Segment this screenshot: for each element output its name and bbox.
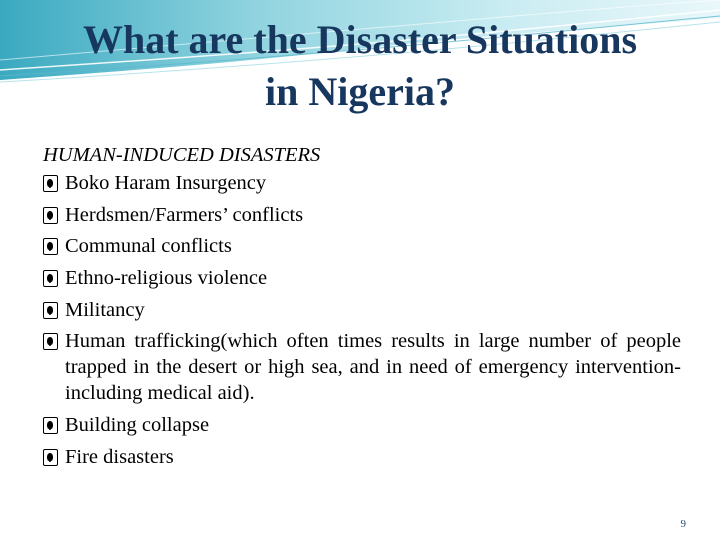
list-item-text: Fire disasters xyxy=(65,445,174,468)
slide-body xyxy=(43,140,681,476)
bullet-list xyxy=(43,170,681,470)
list-item xyxy=(43,328,681,406)
list-item-text: Communal conflicts xyxy=(65,235,232,258)
missing-glyph-icon xyxy=(43,175,58,192)
missing-glyph-icon xyxy=(43,333,58,350)
list-item xyxy=(43,412,681,438)
section-heading: HUMAN-INDUCED DISASTERS xyxy=(43,144,321,166)
list-item xyxy=(43,233,681,259)
list-item-text: Human trafficking(which often times results in large number of people trapped in the desert or high sea, and in need of emergency intervention- including medical aid). xyxy=(65,330,681,405)
missing-glyph-icon xyxy=(43,302,58,319)
list-item-text: Ethno-religious violence xyxy=(65,267,268,290)
missing-glyph-icon xyxy=(43,417,58,434)
list-item-text: Herdsmen/Farmers’ conflicts xyxy=(65,203,304,226)
list-item xyxy=(43,170,681,196)
title-line-1: What are the Disaster Situations xyxy=(82,17,638,62)
list-item xyxy=(43,297,681,323)
page-number: 9 xyxy=(680,518,686,530)
list-item xyxy=(43,202,681,228)
slide-title xyxy=(0,14,720,118)
list-item-text: Boko Haram Insurgency xyxy=(65,172,267,194)
list-item xyxy=(43,444,681,470)
missing-glyph-icon xyxy=(43,270,58,287)
list-item-text: Militancy xyxy=(65,298,145,321)
missing-glyph-icon xyxy=(43,238,58,255)
title-line-2: in Nigeria? xyxy=(265,69,455,114)
list-item xyxy=(43,265,681,291)
list-item-text: Building collapse xyxy=(65,414,210,437)
missing-glyph-icon xyxy=(43,207,58,224)
missing-glyph-icon xyxy=(43,449,58,466)
